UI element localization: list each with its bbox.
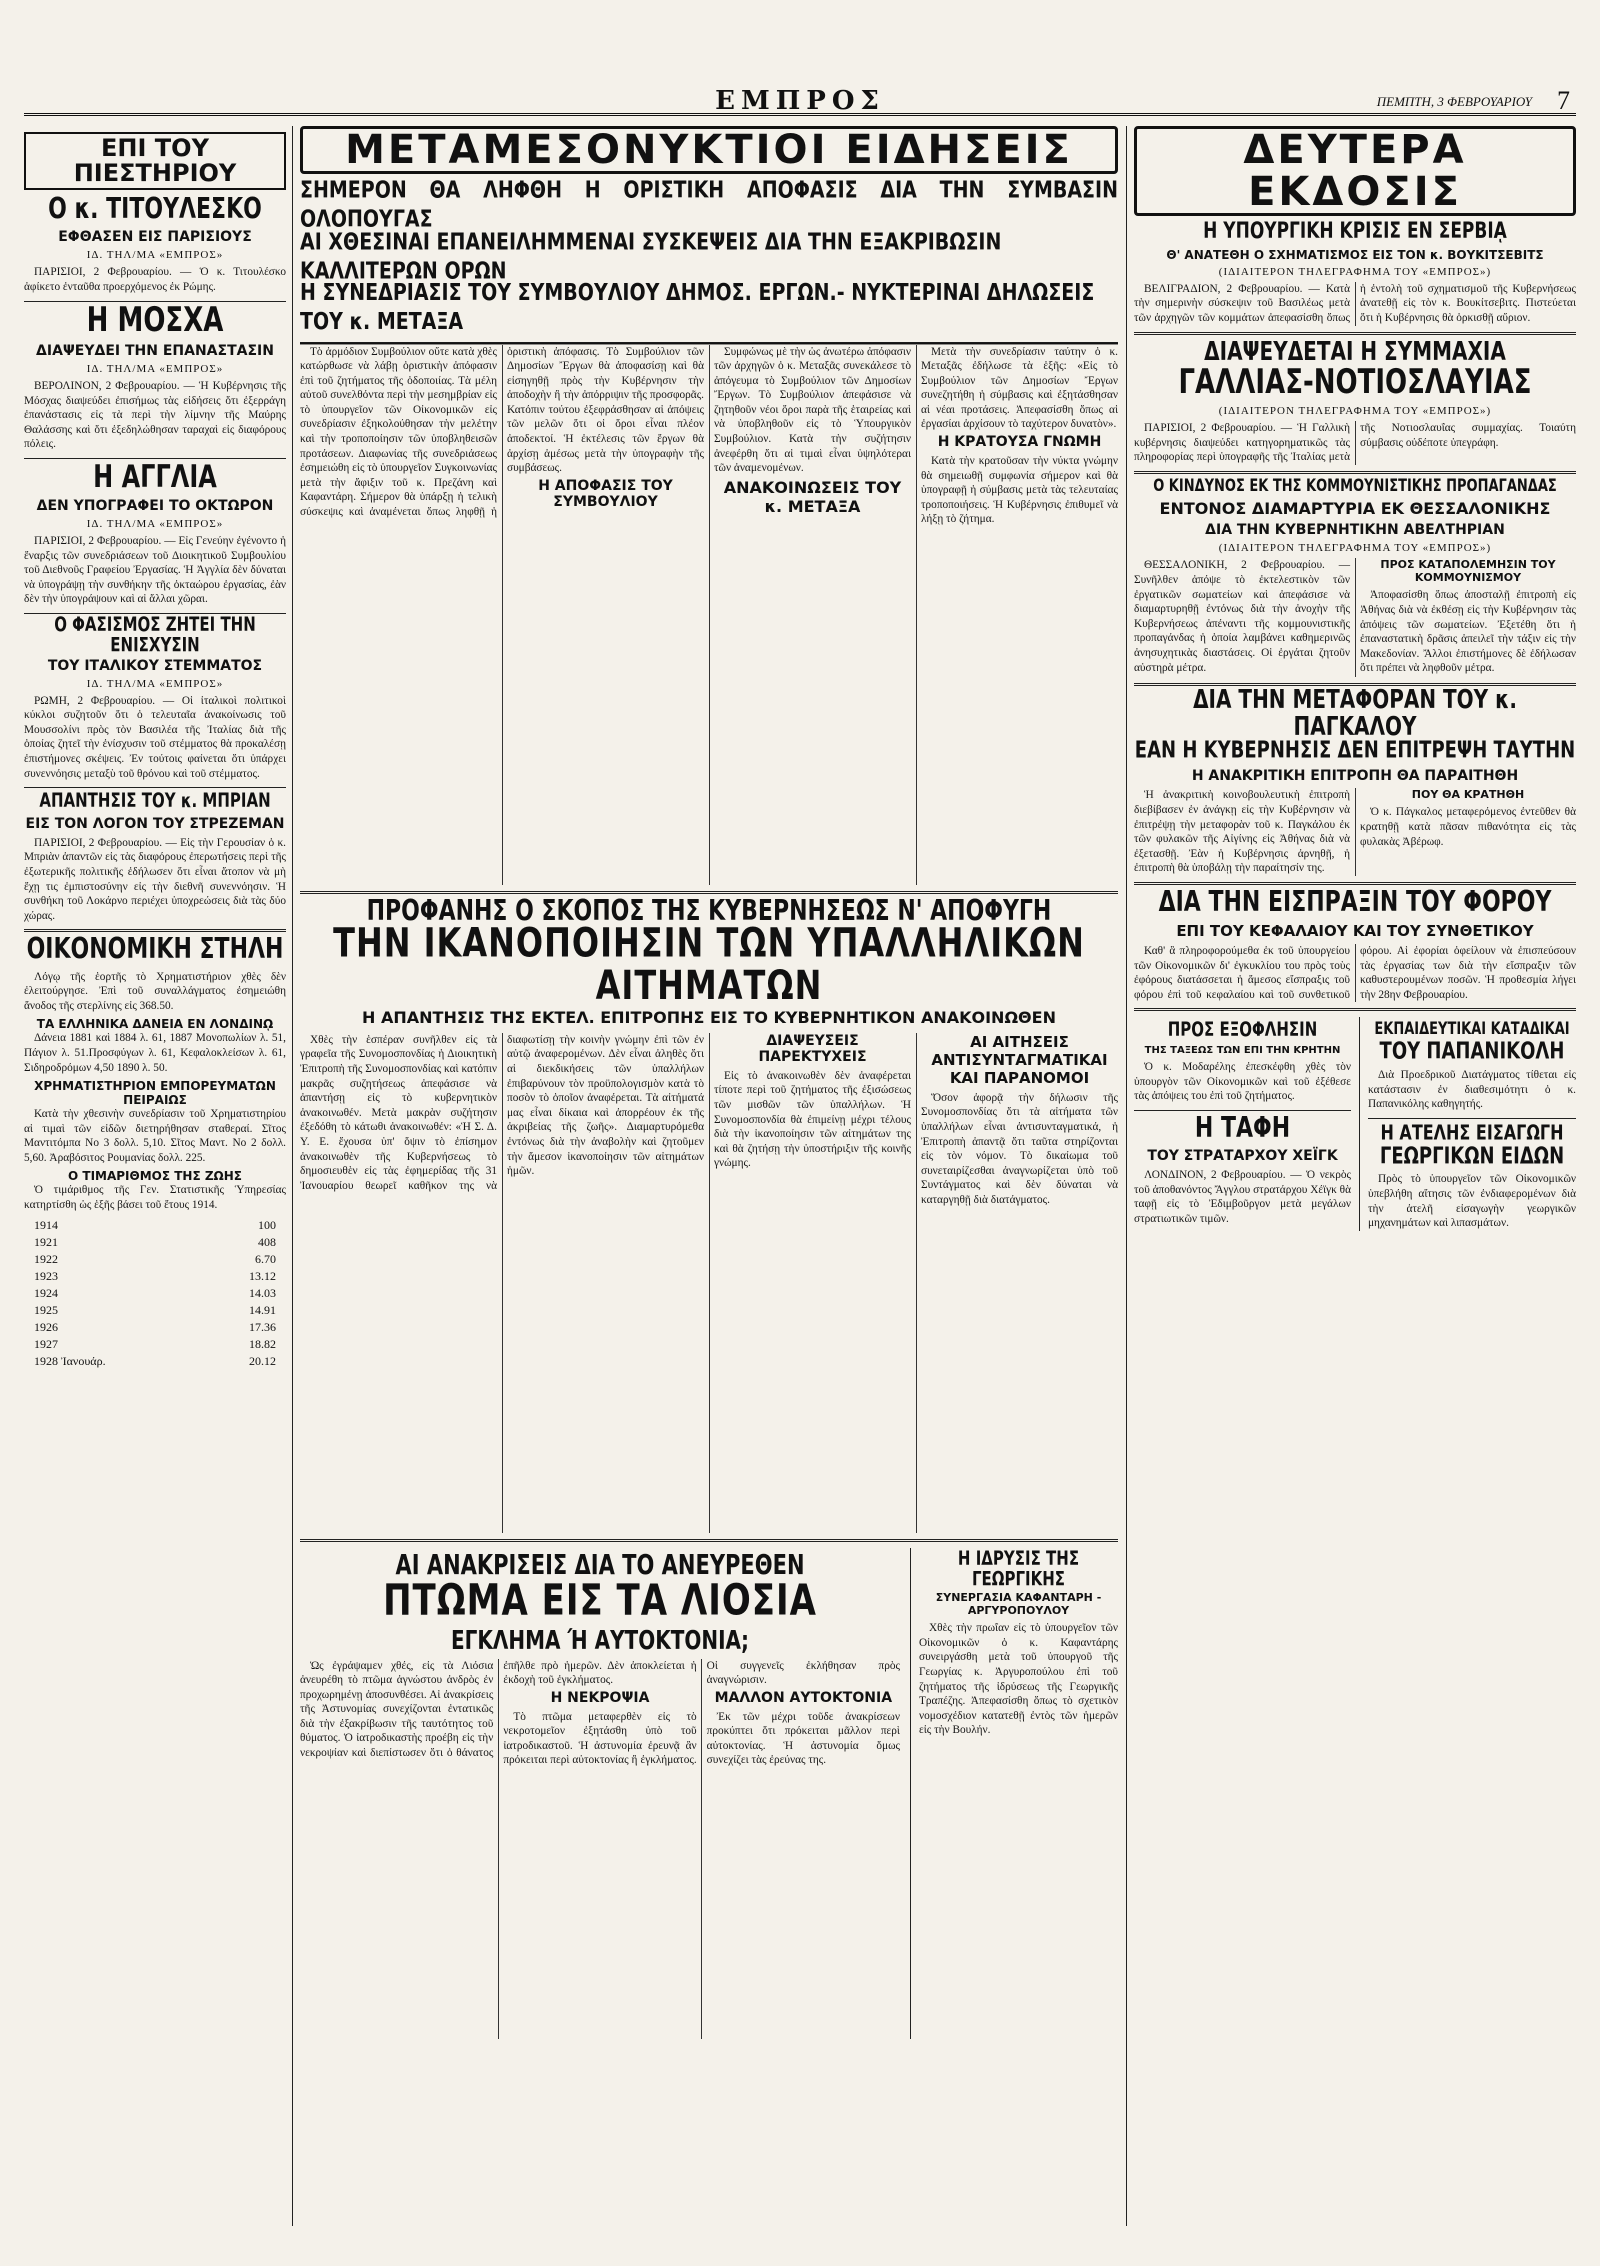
subsection-heading: ΑΙ ΑΙΤΗΣΕΙΣ ΑΝΤΙΣΥΝΤΑΓΜΑΤΙΚΑΙ ΚΑΙ ΠΑΡΑΝΟΜΟΙ [931,1032,1108,1087]
section-banner: ΜΕΤΑΜΕΣΟΝΥΚΤΙΟΙ ΕΙΔΗΣΕΙΣ [300,126,1118,174]
subsection-heading: ΠΡΟΣ ΚΑΤΑΠΟΛΕΜΗΣΙΝ ΤΟΥ ΚΟΜΜΟΥΝΙΣΜΟΥ [1380,558,1556,585]
article-headline: ΤΗΝ ΙΚΑΝΟΠΟΙΗΣΙΝ ΤΩΝ ΥΠΑΛΛΗΛΙΚΩΝ ΑΙΤΗΜΑΤΩΝ [333,918,1085,1008]
article-text: ΒΕΛΙΓΡΑΔΙΟΝ, 2 Φεβρουαρίου. — Κατὰ τὴν σημερινὴν σύσκεψιν τοῦ Βασιλέως μετὰ τῶν ἀρχηγῶν τῶν κομμάτων ἀπεφασίσθη ὅπως ἡ ἐντολὴ τοῦ σχηματισμοῦ τῆς Κυβερνήσεως ἀνατεθῇ εἰς τὸν κ. Βουκίτσεβιτς. Πιστεύεται ὅτι ἡ Κυβέρνησις θὰ ὁρκισθῇ αὔριον. [1134,282,1576,325]
article-text: Ἀποφασίσθη ὅπως ἀποσταλῇ ἐπιτροπὴ εἰς Ἀθήνας διὰ νὰ ἐκθέσῃ εἰς τὴν Κυβέρνησιν τὰς ἀπόψεις τῶν σωματείων. Ἐξετέθη ὅτι ἡ ἐπαναστατικὴ δρᾶσις ἀπειλεῖ τὴν τάξιν εἰς τὴν Μακεδονίαν. Ἄλλοι ἐπιστήμονες δὲ ἐδήλωσαν ὅτι πρέπει νὰ ληφθοῦν μέτρα. [1360,589,1576,675]
price-index-row [24,1285,286,1302]
article-text: Δάνεια 1881 καὶ 1884 λ. 61, 1887 Μονοπωλίων λ. 51, Πάγιον λ. 51.Προσφύγων λ. 61, Κεφαλοκλείσων λ. 61, Σιδηροδρόμων 4,50 1890 λ. 50. [24,1032,286,1074]
article-text: Ἡ ἀνακριτικὴ κοινοβουλευτικὴ ἐπιτροπὴ διεβίβασεν ἐν ἀνάγκῃ εἰς τὴν Κυβέρνησιν νὰ ἐπιτρέψῃ τὴν μεταφορὰν τοῦ κ. Παγκάλου ἐκ τῶν φυλακῶν τῆς Αἰγίνης εἰς Ἀθήνας διὰ νὰ ἐξετασθῇ. Ἐὰν ἡ Κυβέρνησις ἀρνηθῇ, ἡ ἐπιτροπὴ θὰ ὑποβάλῃ τὴν παραίτησίν της. [1134,789,1350,875]
subsection-heading: ΤΑ ΕΛΛΗΝΙΚΑ ΔΑΝΕΙΑ ΕΝ ΛΟΝΔΙΝῼ [36,1017,274,1032]
subsection-heading: ΑΝΑΚΟΙΝΩΣΕΙΣ ΤΟΥ κ. ΜΕΤΑΞΑ [723,477,902,516]
article-subheadline: ΔΙΑ ΤΗΝ ΚΥΒΕΡΝΗΤΙΚΗΝ ΑΒΕΛΤΗΡΙΑΝ [1205,522,1505,539]
article-text: Ὅσον ἀφορᾷ τὴν δήλωσιν τῆς Συνομοσπονδίας ὅτι τὰ αἰτήματα τῶν ὑπαλλήλων εἶναι ἀντισυνταγματικά, ἡ Ἐπιτροπὴ ἀπαντᾷ ὅτι ταῦτα στηρίζονται εἰς τὸν νόμον. Τὸ δικαίωμα τοῦ συνεταιρίζεσθαι ἀναγνωρίζεται ὑπὸ τοῦ Συντάγματος καὶ δὲν δύναται νὰ καταργηθῇ διὰ διατάγματος. [921,1091,1118,1206]
price-index-year: 1914 [34,1217,58,1232]
article-headline: Η ΤΑΦΗ [1194,1112,1291,1145]
article-subheadline: ΔΕΝ ΥΠΟΓΡΑΦΕΙ ΤΟ ΟΚΤΩΡΟΝ [36,498,274,515]
price-index-row [24,1302,286,1319]
article-subheadline: ΓΕΩΡΓΙΚΩΝ ΕΙΔΩΝ [1379,1142,1565,1170]
byline: (ΙΔΙΑΙΤΕΡΟΝ ΤΗΛΕΓΡΑΦΗΜΑ ΤΟΥ «ΕΜΠΡΟΣ») [1218,404,1492,417]
price-index-year: 1925 [34,1302,58,1317]
article-subheadline: ΤΟΥ ΣΤΡΑΤΑΡΧΟΥ ΧΕΪΓΚ [1147,1148,1338,1165]
bottom-row [300,1548,1118,2039]
price-index-value: 100 [258,1217,276,1232]
price-index-value: 14.03 [249,1285,276,1300]
second-story [300,1033,1118,1533]
price-index-table [24,1217,286,1370]
price-index-row [24,1217,286,1234]
article-headline: Η ΥΠΟΥΡΓΙΚΗ ΚΡΙΣΙΣ ΕΝ ΣΕΡΒΙᾼ [1203,218,1507,245]
article-subheadline: ΓΑΛΛΙΑΣ-ΝΟΤΙΟΣΛΑΥΙΑΣ [1178,362,1532,402]
right-column [1134,126,1576,2226]
bank-story [910,1548,1118,2039]
article-text: Ὁ κ. Πάγκαλος μεταφερόμενος ἐντεῦθεν θὰ κρατηθῇ κατὰ πᾶσαν πιθανότητα εἰς τὰς φυλακὰς Ἀβέρωφ. [1360,806,1576,848]
price-index-row [24,1234,286,1251]
lead-story [300,345,1118,885]
section-banner: ΔΕΥΤΕΡΑ ΕΚΔΟΣΙΣ [1134,126,1576,216]
article-subheadline: ΕΝΤΟΝΟΣ ΔΙΑΜΑΡΤΥΡΙΑ ΕΚ ΘΕΣΣΑΛΟΝΙΚΗΣ [1159,499,1551,519]
article-subheadline: ΣΥΝΕΡΓΑΣΙΑ ΚΑΦΑΝΤΑΡΗ - ΑΡΓΥΡΟΠΟΥΛΟΥ [935,1591,1102,1618]
article-text: Διὰ Προεδρικοῦ Διατάγματος τίθεται εἰς κατάστασιν ἐν διαθεσιμότητι ὁ κ. Παπανικόλης καθηγητής. [1368,1068,1576,1111]
center-block [300,126,1118,2226]
column-rule [292,126,293,2226]
article-text: Εἰς τὸ ἀνακοινωθὲν δὲν ἀναφέρεται τίποτε περὶ τοῦ ζητήματος τῆς ἐξισώσεως τῶν μισθῶν τῶν ὑπαλλήλων. Ἡ Συνομοσπονδία θὰ ἐπιμείνῃ μέχρι τέλους διὰ τὴν ἱκανοποίησιν τῶν αἰτημάτων της καὶ θὰ ζητήσῃ τὴν ὑποστήριξιν τῆς κοινῆς γνώμης. [714,1069,911,1170]
price-index-year: 1928 Ἰανουάρ. [34,1353,106,1368]
article-headline: ΠΡΟΦΑΝΗΣ Ο ΣΚΟΠΟΣ ΤΗΣ ΚΥΒΕΡΝΗΣΕΩΣ Ν' ΑΠΟΦΥΓΗ [366,894,1052,928]
byline: ΙΔ. ΤΗΛ/ΜΑ «ΕΜΠΡΟΣ» [86,249,224,262]
price-index-value: 18.82 [249,1336,276,1351]
article-subheadline: ΕΦΘΑΣΕΝ ΕΙΣ ΠΑΡΙΣΙΟΥΣ [58,229,252,246]
subsection-heading: ΧΡΗΜΑΤΙΣΤΗΡΙΟΝ ΕΜΠΟΡΕΥΜΑΤΩΝ ΠΕΙΡΑΙΩΣ [34,1079,276,1108]
section-heading: ΕΠΙ ΤΟΥ ΠΙΕΣΤΗΡΙΟΥ [24,132,286,190]
article-headline: ΔΙΑ ΤΗΝ ΜΕΤΑΦΟΡΑΝ ΤΟΥ κ. ΠΑΓΚΑΛΟΥ [1193,682,1517,742]
price-index-row [24,1319,286,1336]
article-text: Ἐκ τῶν μέχρι τοῦδε ἀνακρίσεων προκύπτει ὅτι πρόκειται μᾶλλον περὶ αὐτοκτονίας. Ἡ ἀστυνομία ὅμως συνεχίζει τὰς ἐρεύνας της. [706,1710,900,1767]
masthead [24,86,1576,116]
subsection-heading: Η ΝΕΚΡΟΨΙΑ [550,1689,650,1706]
article-headline: ΔΙΑ ΤΗΝ ΕΙΣΠΡΑΞΙΝ ΤΟΥ ΦΟΡΟΥ [1158,886,1552,919]
article-headline: ΑΙ ΑΝΑΚΡΙΣΕΙΣ ΔΙΑ ΤΟ ΑΝΕΥΡΕΘΕΝ [395,1549,805,1581]
crime-story [300,1548,900,2039]
price-index-value: 6.70 [255,1251,276,1266]
article-text: ΛΟΝΔΙΝΟΝ, 2 Φεβρουαρίου. — Ὁ νεκρὸς τοῦ ἀποθανόντος Ἄγγλου στρατάρχου Χέϊγκ θὰ ταφῇ εἰς τὸ Ἐδιμβοῦργον μετὰ μεγάλων στρατιωτικῶν τιμῶν. [1134,1169,1351,1225]
deck-headline: ΣΗΜΕΡΟΝ ΘΑ ΛΗΦΘΗ Η ΟΡΙΣΤΙΚΗ ΑΠΟΦΑΣΙΣ ΔΙΑ ΤΗΝ ΣΥΜΒΑΣΙΝ ΟΛΟΠΟΥΓΑΣ [300,177,1118,233]
article-headline: Ο ΚΙΝΔΥΝΟΣ ΕΚ ΤΗΣ ΚΟΜΜΟΥΝΙΣΤΙΚΗΣ ΠΡΟΠΑΓΑΝΔΑΣ [1153,476,1557,496]
article-text: Χθὲς τὴν ἑσπέραν συνῆλθεν εἰς τὰ γραφεῖα τῆς Συνομοσπονδίας ἡ Διοικητικὴ Ἐπιτροπὴ τῆς Συνομοσπονδίας καὶ κατόπιν μακρᾶς συζητήσεως ἀπεφάσισε νὰ ἀπαντήσῃ εἰς τὸ κυβερνητικὸν ἀνακοινωθέν. Μετὰ μακρὰν συζήτησιν ἐξεδόθη τὸ κάτωθι ἀνακοινωθέν: «Ἡ Σ. Δ. Υ. Ε. ἔχουσα ὑπ' ὄψιν τὸ ἐπίσημον ἀνακοινωθὲν τῆς Κυβερνήσεως τὸ δημοσιευθὲν εἰς τὰς ἐφημερίδας τῆς 31 Ἰανουαρίου θεωρεῖ καθῆκον της νὰ διαφωτίσῃ τὴν κοινὴν γνώμην ἐπὶ τῶν ἐν αὐτῷ ἀναφερομένων. Δὲν εἶναι ἀληθὲς ὅτι αἱ διεκδικήσεις τῶν ὑπαλλήλων ἐπιβαρύνουν τὸν προϋπολογισμὸν κατὰ τὸ ποσὸν τὸ ὁποῖον ἀναφέρεται. Τὰ αἰτήματά μας εἶναι δίκαια καὶ ἀπορρέουν ἐκ τῆς ἀκριβείας τῆς ζωῆς». Διαμαρτυρόμεθα ἐντόνως διὰ τὴν ἀναβολὴν καὶ ζητοῦμεν τὴν ἄμεσον ἱκανοποίησιν τῶν αἰτημάτων ἡμῶν. [300,1033,704,1192]
price-index-value: 408 [258,1234,276,1249]
subsection-heading: Η ΑΠΟΦΑΣΙΣ ΤΟΥ ΣΥΜΒΟΥΛΙΟΥ [538,477,673,510]
article-text: Συμφώνως μὲ τὴν ὡς ἀνωτέρω ἀπόφασιν τῶν ἀρχηγῶν ὁ κ. Μεταξᾶς συνεκάλεσε τὸ ἀπόγευμα τὸ Συμβούλιον τῶν Δημοσίων Ἔργων. Τὸ Συμβούλιον ἀπεφάσισε νὰ ζητηθοῦν νέοι ὅροι παρὰ τῆς ἑταιρείας καὶ νὰ ὑποβληθοῦν εἰς τὸ Ὑπουργικὸν Συμβούλιον. Κατὰ τὴν συζήτησιν ἀνεφέρθη ὅτι αἱ τιμαὶ εἶναι ὑψηλότεραι τῶν ἀναμενομένων. [714,345,911,475]
article-headline: Ο ΦΑΣΙΣΜΟΣ ΖΗΤΕΙ ΤΗΝ ΕΝΙΣΧΥΣΙΝ [54,612,256,657]
article-text: ΘΕΣΣΑΛΟΝΙΚΗ, 2 Φεβρουαρίου. — Συνῆλθεν ἀπόψε τὸ ἐκτελεστικὸν τῶν ἐργατικῶν σωματείων καὶ ἀπεφάσισε νὰ διαμαρτυρηθῇ ἐντόνως διὰ τὴν ἀνοχὴν τῆς Κυβερνήσεως ἀπέναντι τῆς κομμουνιστικῆς προπαγάνδας ἡ ὁποία λαμβάνει καθημερινῶς ἀνησυχητικὰς διαστάσεις. Οἱ ἐργάται ζητοῦν αὐστηρὰ μέτρα. [1134,559,1350,674]
article-text: ΠΑΡΙΣΙΟΙ, 2 Φεβρουαρίου. — Ὁ κ. Τιτουλέσκο ἀφίκετο ἐνταῦθα προερχόμενος ἐκ Ρώμης. [24,266,286,294]
article-headline: ΑΠΑΝΤΗΣΙΣ ΤΟΥ κ. ΜΠΡΙΑΝ [39,789,271,813]
article-text: ΡΩΜΗ, 2 Φεβρουαρίου. — Οἱ ἰταλικοὶ πολιτικοὶ κύκλοι συζητοῦν ὅτι ὁ τελευταῖα ἀνακοίνωσις τοῦ Μουσσολίνι πρὸς τὸν Βασιλέα τῆς Ἰταλίας διὰ τῆς ὁποίας ζητεῖ τὴν ἐνίσχυσιν τοῦ στέμματος θὰ προκαλέσῃ ἐπιστήμονες σκέψεις. Ἐν τούτοις φαίνεται ὅτι ὑπάρχει συνεννόησις μεταξὺ τοῦ θρόνου καὶ τοῦ στέμματος. [24,694,286,780]
section-heading: ΟΙΚΟΝΟΜΙΚΗ ΣΤΗΛΗ [26,933,284,967]
price-index-year: 1926 [34,1319,58,1334]
article-subheadline: ΤΗΣ ΤΑΞΕΩΣ ΤΩΝ ΕΠΙ ΤΗΝ ΚΡΗΤΗΝ [1144,1045,1341,1057]
price-index-value: 14.91 [249,1302,276,1317]
article-text: Κατὰ τὴν χθεσινὴν συνεδρίασιν τοῦ Χρηματιστηρίου αἱ τιμαὶ τῶν εἰδῶν διετηρήθησαν σταθεραί. Σῖτος Μαντιτόμπα Νο 3 δολλ. 5,10. Σῖτος Μαντ. Νο 2 δολλ. 5,60. Ἀραβόσιτος Ρουμανίας δολλ. 225. [24,1108,286,1164]
byline: ΙΔ. ΤΗΛ/ΜΑ «ΕΜΠΡΟΣ» [86,362,224,375]
article-text: Χθὲς τὴν πρωΐαν εἰς τὸ ὑπουργεῖον τῶν Οἰκονομικῶν ὁ κ. Καφαντάρης συνειργάσθη μετὰ τοῦ ὑπουργοῦ τῆς Γεωργίας κ. Ἀργυροπούλου ἐπὶ τοῦ ζητήματος τῆς ἱδρύσεως τῆς Γεωργικῆς Τραπέζης. Ἀπεφασίσθη ὅπως τὸ σχετικὸν νομοσχέδιον κατατεθῇ ἐντὸς τῶν ἡμερῶν εἰς τὴν Βουλήν. [919,1622,1118,1737]
byline: (ΙΔΙΑΙΤΕΡΟΝ ΤΗΛΕΓΡΑΦΗΜΑ ΤΟΥ «ΕΜΠΡΟΣ») [1218,265,1492,278]
article-text: Ὁ κ. Μοδαρέλης ἐπεσκέφθη χθὲς τὸν ὑπουργὸν τῶν Οἰκονομικῶν καὶ τοῦ ἐξέθεσε τὰς ἀπόψεις του ἐπὶ τοῦ ζητήματος. [1134,1061,1351,1103]
article-headline: Η ΙΔΡΥΣΙΣ ΤΗΣ ΓΕΩΡΓΙΚΗΣ [957,1546,1080,1591]
article-subheadline: ΕΑΝ Η ΚΥΒΕΡΝΗΣΙΣ ΔΕΝ ΕΠΙΤΡΕΨΗ ΤΑΥΤΗΝ [1134,736,1576,764]
article-text: ΠΑΡΙΣΙΟΙ, 2 Φεβρουαρίου. — Ἡ Γαλλικὴ κυβέρνησις διαψεύδει κατηγορηματικῶς τὰς πληροφορίας περὶ ὑπογραφῆς τῆς Ἰταλίας μετὰ τῆς Νοτιοσλαυΐας συμμαχίας. Τοιαύτη σύμβασις οὐδέποτε ὑπεγράφη. [1134,421,1576,464]
article-text: Ὡς ἐγράψαμεν χθές, εἰς τὰ Λιόσια ἀνευρέθη τὸ πτῶμα ἀγνώστου ἀνδρὸς ἐν προχωρημένῃ ἀποσυνθέσει. Αἱ ἀνακρίσεις τῆς Ἀστυνομίας συνεχίζονται ἐντατικῶς διὰ τὴν ἐξακρίβωσιν τῆς ταυτότητος τοῦ θύματος. Ὁ ἰατροδικαστὴς προέβη εἰς τὴν νεκροψίαν καὶ διεπίστωσεν ὅτι ὁ θάνατος ἐπῆλθε πρὸ ἡμερῶν. Δὲν ἀποκλείεται ἡ ἐκδοχὴ τοῦ ἐγκλήματος. [300,1659,697,1760]
byline: ΙΔ. ΤΗΛ/ΜΑ «ΕΜΠΡΟΣ» [86,677,224,690]
article-subheadline: Θ' ΑΝΑΤΕΘΗ Ο ΣΧΗΜΑΤΙΣΜΟΣ ΕΙΣ ΤΟΝ κ. ΒΟΥΚΙΤΣΕΒΙΤΣ [1166,247,1544,262]
page-number: 7 [1557,86,1570,115]
byline: ΙΔ. ΤΗΛ/ΜΑ «ΕΜΠΡΟΣ» [86,518,224,531]
article-subheadline: ΕΠΙ ΤΟΥ ΚΕΦΑΛΑΙΟΥ ΚΑΙ ΤΟΥ ΣΥΝΘΕΤΙΚΟΥ [1176,922,1534,941]
price-index-value: 17.36 [249,1319,276,1334]
article-headline: Η ΑΤΕΛΗΣ ΕΙΣΑΓΩΓΗ [1380,1119,1564,1145]
price-index-row [24,1353,286,1370]
article-headline: ΕΚΠΑΙΔΕΥΤΙΚΑΙ ΚΑΤΑΔΙΚΑΙ [1374,1020,1570,1040]
subsection-heading: Ο ΤΙΜΑΡΙΘΜΟΣ ΤΗΣ ΖΩΗΣ [68,1169,242,1184]
price-index-row [24,1336,286,1353]
article-text: Λόγῳ τῆς ἑορτῆς τὸ Χρηματιστήριον χθὲς δὲν ἐλειτούργησε. Ἐπὶ τοῦ συναλλάγματος ἐσημειώθη ἄνοδος τῆς στερλίνης εἰς 368.50. [24,970,286,1012]
article-subheadline: ΤΟΥ ΙΤΑΛΙΚΟΥ ΣΤΕΜΜΑΤΟΣ [47,657,263,674]
article-subheadline: Η ΑΠΑΝΤΗΣΙΣ ΤΗΣ ΕΚΤΕΛ. ΕΠΙΤΡΟΠΗΣ ΕΙΣ ΤΟ ΚΥΒΕΡΝΗΤΙΚΟΝ ΑΝΑΚΟΙΝΩΘΕΝ [362,1007,1056,1027]
article-text: Τὸ ἁρμόδιον Συμβούλιον οὔτε κατὰ χθὲς κατώρθωσε νὰ λάβῃ ὁριστικὴν ἀπόφασιν ἐπὶ τοῦ ζητήματος τῆς ὁδοποιίας. Τὰ μέλη αὐτοῦ συνελθόντα περὶ τὴν μεσημβρίαν εἰς τὸ ὑπουργεῖον τῶν Οἰκονομικῶν εἰς συνεδρίασιν ἐξηκολούθησαν τὴν μελέτην καὶ τὴν τροποποίησιν τῶν ὑποβληθεισῶν προτάσεων. Διαφωνίας τῆς συνεδριάσεως ἐσημειώθη εἰς τὸ ὑπουργεῖον Συγκοινωνίας μετὰ τὴν ἄφιξιν τοῦ κ. Πρεζάνη καὶ Καφαντάρη. Σήμερον θὰ ὑπάρξῃ ἡ τελικὴ σύσκεψις καὶ ἀναμένεται ὅπως ληφθῇ ἡ ὁριστικὴ ἀπόφασις. Τὸ Συμβούλιον τῶν Δημοσίων Ἔργων θὰ ἀποφασίσῃ καὶ θὰ εἰσηγηθῇ πρὸς τὴν Κυβέρνησιν τὴν ἀποδοχὴν ἢ τὴν ἀπόρριψιν τῆς προσφορᾶς. Κατόπιν τούτου ἐξεφράσθησαν αἱ ἀπόψεις τῶν μελῶν ὅτι οἱ ὅροι εἶναι πλέον ἀποδεκτοί. Ἡ ἐκτέλεσις τῶν ἔργων θὰ ἀρχίσῃ ἀμέσως μετὰ τὴν ὑπογραφὴν τῆς συμβάσεως. [300,345,704,519]
subsection-heading: Η ΚΡΑΤΟΥΣΑ ΓΝΩΜΗ [937,434,1102,451]
article-subheadline: ΕΙΣ ΤΟΝ ΛΟΓΟΝ ΤΟΥ ΣΤΡΕΖΕΜΑΝ [25,815,285,832]
subsection-heading: ΜΑΛΛΟΝ ΑΥΤΟΚΤΟΝΙΑ [714,1689,893,1706]
byline: (ΙΔΙΑΙΤΕΡΟΝ ΤΗΛΕΓΡΑΦΗΜΑ ΤΟΥ «ΕΜΠΡΟΣ») [1218,542,1492,555]
article-text: Κατὰ τὴν κρατοῦσαν τὴν νύκτα γνώμην θὰ σημειωθῇ συμφωνία σήμερον καὶ θὰ ὑπογραφῇ ἡ σύμβασις μετὰ τὰς τελευταίας τροποποιήσεις. Ἡ Κυβέρνησις ἐπιθυμεῖ νὰ λήξῃ τὸ ζήτημα. [921,455,1118,526]
price-index-value: 20.12 [249,1353,276,1368]
price-index-year: 1922 [34,1251,58,1266]
article-text: Πρὸς τὸ ὑπουργεῖον τῶν Οἰκονομικῶν ὑπεβλήθη αἴτησις τῶν ἐνδιαφερομένων διὰ τὴν ἀτελῆ εἰσαγωγὴν γεωργικῶν μηχανημάτων καὶ λιπασμάτων. [1368,1173,1576,1230]
price-index-year: 1923 [34,1268,58,1283]
deck-headline: ΑΙ ΧΘΕΣΙΝΑΙ ΕΠΑΝΕΙΛΗΜΜΕΝΑΙ ΣΥΣΚΕΨΕΙΣ ΔΙΑ ΤΗΝ ΕΞΑΚΡΙΒΩΣΙΝ ΚΑΛΛΙΤΕΡΩΝ ΟΡΩΝ [300,228,1002,284]
price-index-year: 1921 [34,1234,58,1249]
subsection-heading: ΔΙΑΨΕΥΣΕΙΣ ΠΑΡΕΚΤΥΧΕΙΣ [758,1032,867,1065]
article-text: Μετὰ τὴν συνεδρίασιν ταύτην ὁ κ. Μεταξᾶς ἐδήλωσε τὰ ἑξῆς: «Εἰς τὸ Συμβούλιον τῶν Δημοσίων Ἔργων συνεζητήθη ἡ σύμβασις καὶ ἐξητάσθησαν αἱ νέαι προτάσεις. Ἀπεφασίσθη ὅπως αἱ ἐργασίαι ἀρχίσουν τὸ ταχύτερον δυνατὸν». [921,345,1118,431]
article-text: ΠΑΡΙΣΙΟΙ, 2 Φεβρουαρίου. — Εἰς τὴν Γερουσίαν ὁ κ. Μπριὰν ἀπαντῶν εἰς τὰς διαφόρους ἐπερωτήσεις περὶ τῆς ἐξωτερικῆς πολιτικῆς ἐδήλωσεν ὅτι εἶναι ἄτοπον νὰ μὴ ἔχῃ τις ἐμπιστοσύνην εἰς τὴν διεθνῆ συνεννόησιν. Ἡ συνθήκη τοῦ Λοκάρνο περιέχει ὑποχρεώσεις διὰ τὰς δύο χώρας. [24,836,286,922]
price-index-row [24,1251,286,1268]
article-subheadline: Η ΑΝΑΚΡΙΤΙΚΗ ΕΠΙΤΡΟΠΗ ΘΑ ΠΑΡΑΙΤΗΘΗ [1191,768,1519,785]
article-subheadline: ΕΓΚΛΗΜΑ Ή ΑΥΤΟΚΤΟΝΙΑ; [450,1623,749,1655]
price-index-year: 1927 [34,1336,58,1351]
article-text: Τὸ πτῶμα μεταφερθὲν εἰς τὸ νεκροτομεῖον ἐξητάσθη ὑπὸ τοῦ ἰατροδικαστοῦ. Ἡ ἀστυνομία ἐρευνᾷ ἂν πρόκειται περὶ αὐτοκτονίας ἢ ἐγκλήματος. Οἱ συγγενεῖς ἐκλήθησαν πρὸς ἀναγνώρισιν. [503,1659,900,1767]
article-text: Ὁ τιμάριθμος τῆς Γεν. Στατιστικῆς Ὑπηρεσίας κατηρτίσθη ὡς ἑξῆς βάσει τοῦ ἔτους 1914. [24,1184,286,1212]
deck-headline: Η ΣΥΝΕΔΡΙΑΣΙΣ ΤΟΥ ΣΥΜΒΟΥΛΙΟΥ ΔΗΜΟΣ. ΕΡΓΩΝ.- ΝΥΚΤΕΡΙΝΑΙ ΔΗΛΩΣΕΙΣ ΤΟΥ κ. ΜΕΤΑΞΑ [300,280,1118,344]
price-index-year: 1924 [34,1285,58,1300]
column-rule [1126,126,1127,2226]
article-subheadline: ΤΟΥ ΠΑΠΑΝΙΚΟΛΗ [1379,1037,1565,1065]
article-headline: ΠΤΩΜΑ ΕΙΣ ΤΑ ΛΙΟΣΙΑ [383,1575,817,1626]
price-index-value: 13.12 [249,1268,276,1283]
article-subheadline: ΔΙΑΨΕΥΔΕΙ ΤΗΝ ΕΠΑΝΑΣΤΑΣΙΝ [36,342,274,359]
left-column [24,126,286,2226]
article-headline: Η ΜΟΣΧΑ [86,300,224,340]
subsection-heading: ΠΟΥ ΘΑ ΚΡΑΤΗΘΗ [1411,788,1525,802]
article-text: ΒΕΡΟΛΙΝΟΝ, 2 Φεβρουαρίου. — Ἡ Κυβέρνησις τῆς Μόσχας διαψεύδει ἐπισήμως τὰς εἰδήσεις ὅτι ἐξερράγη ἐπανάστασις εἰς τὰ περὶ τὴν λίμνην τῆς Μαύρης Θαλάσσης καὶ ὅτι ἐξεδηλώθησαν ταραχαὶ εἰς διαφόρους πόλεις. [24,379,286,451]
dateline: ΠΕΜΠΤΗ, 3 ΦΕΒΡΟΥΑΡΙΟΥ [1376,94,1532,109]
article-text: Καθ' ἃ πληροφορούμεθα ἐκ τοῦ ὑπουργείου τῶν Οἰκονομικῶν δι' ἐγκυκλίου του πρὸς τοὺς ἐφόρους διατάσσεται ἡ ἄμεσος εἴσπραξις τοῦ φόρου ἐπὶ τοῦ κεφαλαίου καὶ τοῦ συνθετικοῦ φόρου. Αἱ ἐφορίαι ὀφείλουν νὰ ἐπισπεύσουν τὰς ἐργασίας των διὰ τὴν εἴσπραξιν τῶν καθυστερουμένων ποσῶν. Ἡ προθεσμία λήγει τὴν 28ην Φεβρουαρίου. [1134,945,1576,1001]
paper-title: ΕΜΠΡΟΣ [715,86,885,116]
article-headline: Ο κ. ΤΙΤΟΥΛΕΣΚΟ [48,193,262,227]
article-headline: Η ΑΓΓΛΙΑ [93,458,217,495]
price-index-row [24,1268,286,1285]
article-headline: ΔΙΑΨΕΥΔΕΤΑΙ Η ΣΥΜΜΑΧΙΑ [1204,334,1506,367]
article-headline: ΠΡΟΣ ΕΞΟΦΛΗΣΙΝ [1167,1018,1318,1042]
article-text: ΠΑΡΙΣΙΟΙ, 2 Φεβρουαρίου. — Εἰς Γενεύην ἐγένοντο ἡ ἔναρξις τῶν συνεδριάσεων τοῦ Διοικητικοῦ Συμβουλίου τοῦ Διεθνοῦς Γραφείου Ἐργασίας. Ἡ Ἀγγλία δὲν δύναται νὰ ὑπογράψῃ τὴν συνθήκην τῆς ὀκταώρου ἐργασίας, ἐὰν δὲν τὴν ὑπογράψουν καὶ αἱ ἄλλαι χῶραι. [24,535,286,606]
